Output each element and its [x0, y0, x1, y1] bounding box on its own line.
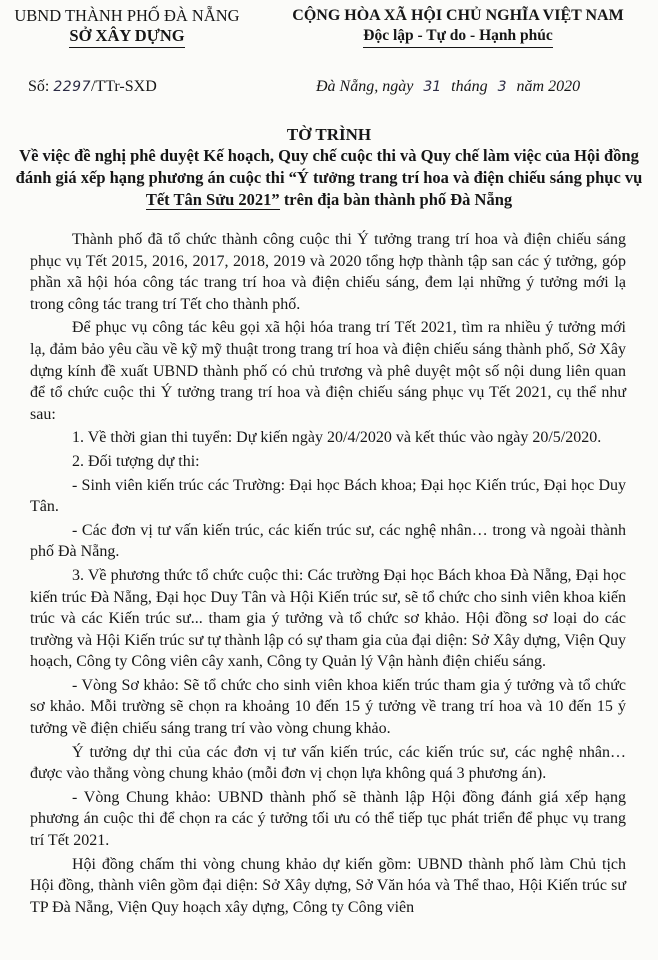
date-prefix: Đà Nẵng, ngày: [316, 78, 414, 95]
doc-number-prefix: Số:: [28, 78, 50, 95]
date-month-label: tháng: [451, 78, 488, 95]
issuing-agency-block: [8, 6, 246, 48]
subject-emphasis: Tết Tân Sửu 2021”: [145, 190, 280, 209]
date-month: 3: [497, 79, 507, 95]
paragraph: Thành phố đã tổ chức thành công cuộc thi Ý tưởng trang trí hoa và điện chiếu sáng phục vụ Tết 2015, 2016, 2017, 2018, 2019 và 2020 tổng hợp thành tập san các ý tưởng, góp phần xã hội hóa công tác trang trí hoa và điện chiếu sáng, đem lại những ý tưởng mới lạ trong công tác trang trí Tết cho thành phố.: [30, 231, 626, 313]
paragraph: - Vòng Sơ khảo: Sẽ tổ chức cho sinh viên khoa kiến trúc tham gia ý tưởng và tổ chức sơ khảo. Mỗi trường sẽ chọn ra khoảng 10 đến 15 ý tưởng về trang trí hoa và 10 đến 15 ý tưởng về điện chiếu sáng trang trí vào vòng chung khảo.: [30, 676, 626, 738]
paragraph: Hội đồng chấm thi vòng chung khảo dự kiến gồm: UBND thành phố làm Chủ tịch Hội đồng, thành viên gồm đại diện: Sở Xây dựng, Sở Văn hóa và Thể thao, Hội Kiến trúc sư TP Đà Nẵng, Viện Quy hoạch xây dựng, Công ty Công viên: [30, 855, 626, 916]
doc-number-handwritten: 2297: [53, 79, 91, 95]
date-year: năm 2020: [516, 78, 581, 95]
document-subject: [14, 145, 644, 211]
date-day: 31: [423, 79, 442, 95]
paragraph: - Vòng Chung khảo: UBND thành phố sẽ thành lập Hội đồng đánh giá xếp hạng phương án cuộc thi để chọn ra các ý tưởng tối ưu có thể tiếp tục phát triển để phục vụ trang trí Tết 2021.: [30, 788, 626, 850]
doc-number-suffix: /TTr-SXD: [90, 78, 157, 95]
subject-text-1: Về việc đề nghị phê duyệt Kế hoạch, Quy chế cuộc thi và Quy chế làm việc của Hội đồng đánh giá xếp hạng phương án cuộc thi “Ý tưởng trang trí hoa và điện chiếu sáng phục vụ: [15, 146, 643, 187]
national-motto-block: [262, 6, 654, 48]
department-name: SỞ XÂY DỰNG: [69, 26, 184, 48]
paragraph: 1. Về thời gian thi tuyển: Dự kiến ngày 20/4/2020 và kết thúc vào ngày 20/5/2020.: [72, 429, 602, 447]
subject-text-2: trên địa bàn thành phố Đà Nẵng: [279, 190, 513, 209]
document-title: TỜ TRÌNH: [286, 125, 372, 144]
country-name: CỘNG HÒA XÃ HỘI CHỦ NGHĨA VIỆT NAM: [292, 7, 624, 24]
place-and-date: [316, 78, 580, 96]
paragraph: Để phục vụ công tác kêu gọi xã hội hóa trang trí Tết 2021, tìm ra nhiều ý tưởng mới lạ, đảm bảo yêu cầu về kỹ mỹ thuật trong trang trí hoa và điện chiếu sáng thành phố, Sở Xây dựng kính đề xuất UBND thành phố có chủ trương và phê duyệt một số nội dung liên quan để tổ chức cuộc thi Ý tưởng trang trí hoa và điện chiếu sáng phục vụ Tết 2021, cụ thể như sau:: [30, 319, 626, 423]
document-body: [30, 229, 626, 918]
paragraph: 2. Đối tượng dự thi:: [72, 452, 200, 470]
paragraph: - Sinh viên kiến trúc các Trường: Đại học Bách khoa; Đại học Kiến trúc, Đại học Duy Tân.: [30, 476, 626, 516]
agency-name: UBND THÀNH PHỐ ĐÀ NẴNG: [14, 6, 240, 25]
paragraph: - Các đơn vị tư vấn kiến trúc, các kiến trúc sư, các nghệ nhân… trong và ngoài thành phố Đà Nẵng.: [30, 521, 626, 561]
paragraph: Ý tưởng dự thi của các đơn vị tư vấn kiến trúc, các kiến trúc sư, các nghệ nhân… được vào thẳng vòng chung khảo (mỗi đơn vị chọn lựa không quá 3 phương án).: [30, 743, 626, 783]
motto: Độc lập - Tự do - Hạnh phúc: [363, 26, 552, 48]
paragraph: 3. Về phương thức tổ chức cuộc thi: Các trường Đại học Bách khoa Đà Nẵng, Đại học kiến trúc Đà Nẵng, Đại học Duy Tân và Hội Kiến trúc sư, sẽ tổ chức cho sinh viên khoa kiến trúc và các Kiến trúc sư... tham gia ý tưởng và tổ chức sơ khảo. Hội đồng sơ loại do các trường và Hội Kiến trúc sư tự thành lập có sự tham gia của đại diện: Sở Xây dựng, Viện Quy hoạch, Công ty Công viên cây xanh, Công ty Quản lý Vận hành điện chiếu sáng.: [30, 566, 626, 671]
document-number: [28, 78, 157, 96]
